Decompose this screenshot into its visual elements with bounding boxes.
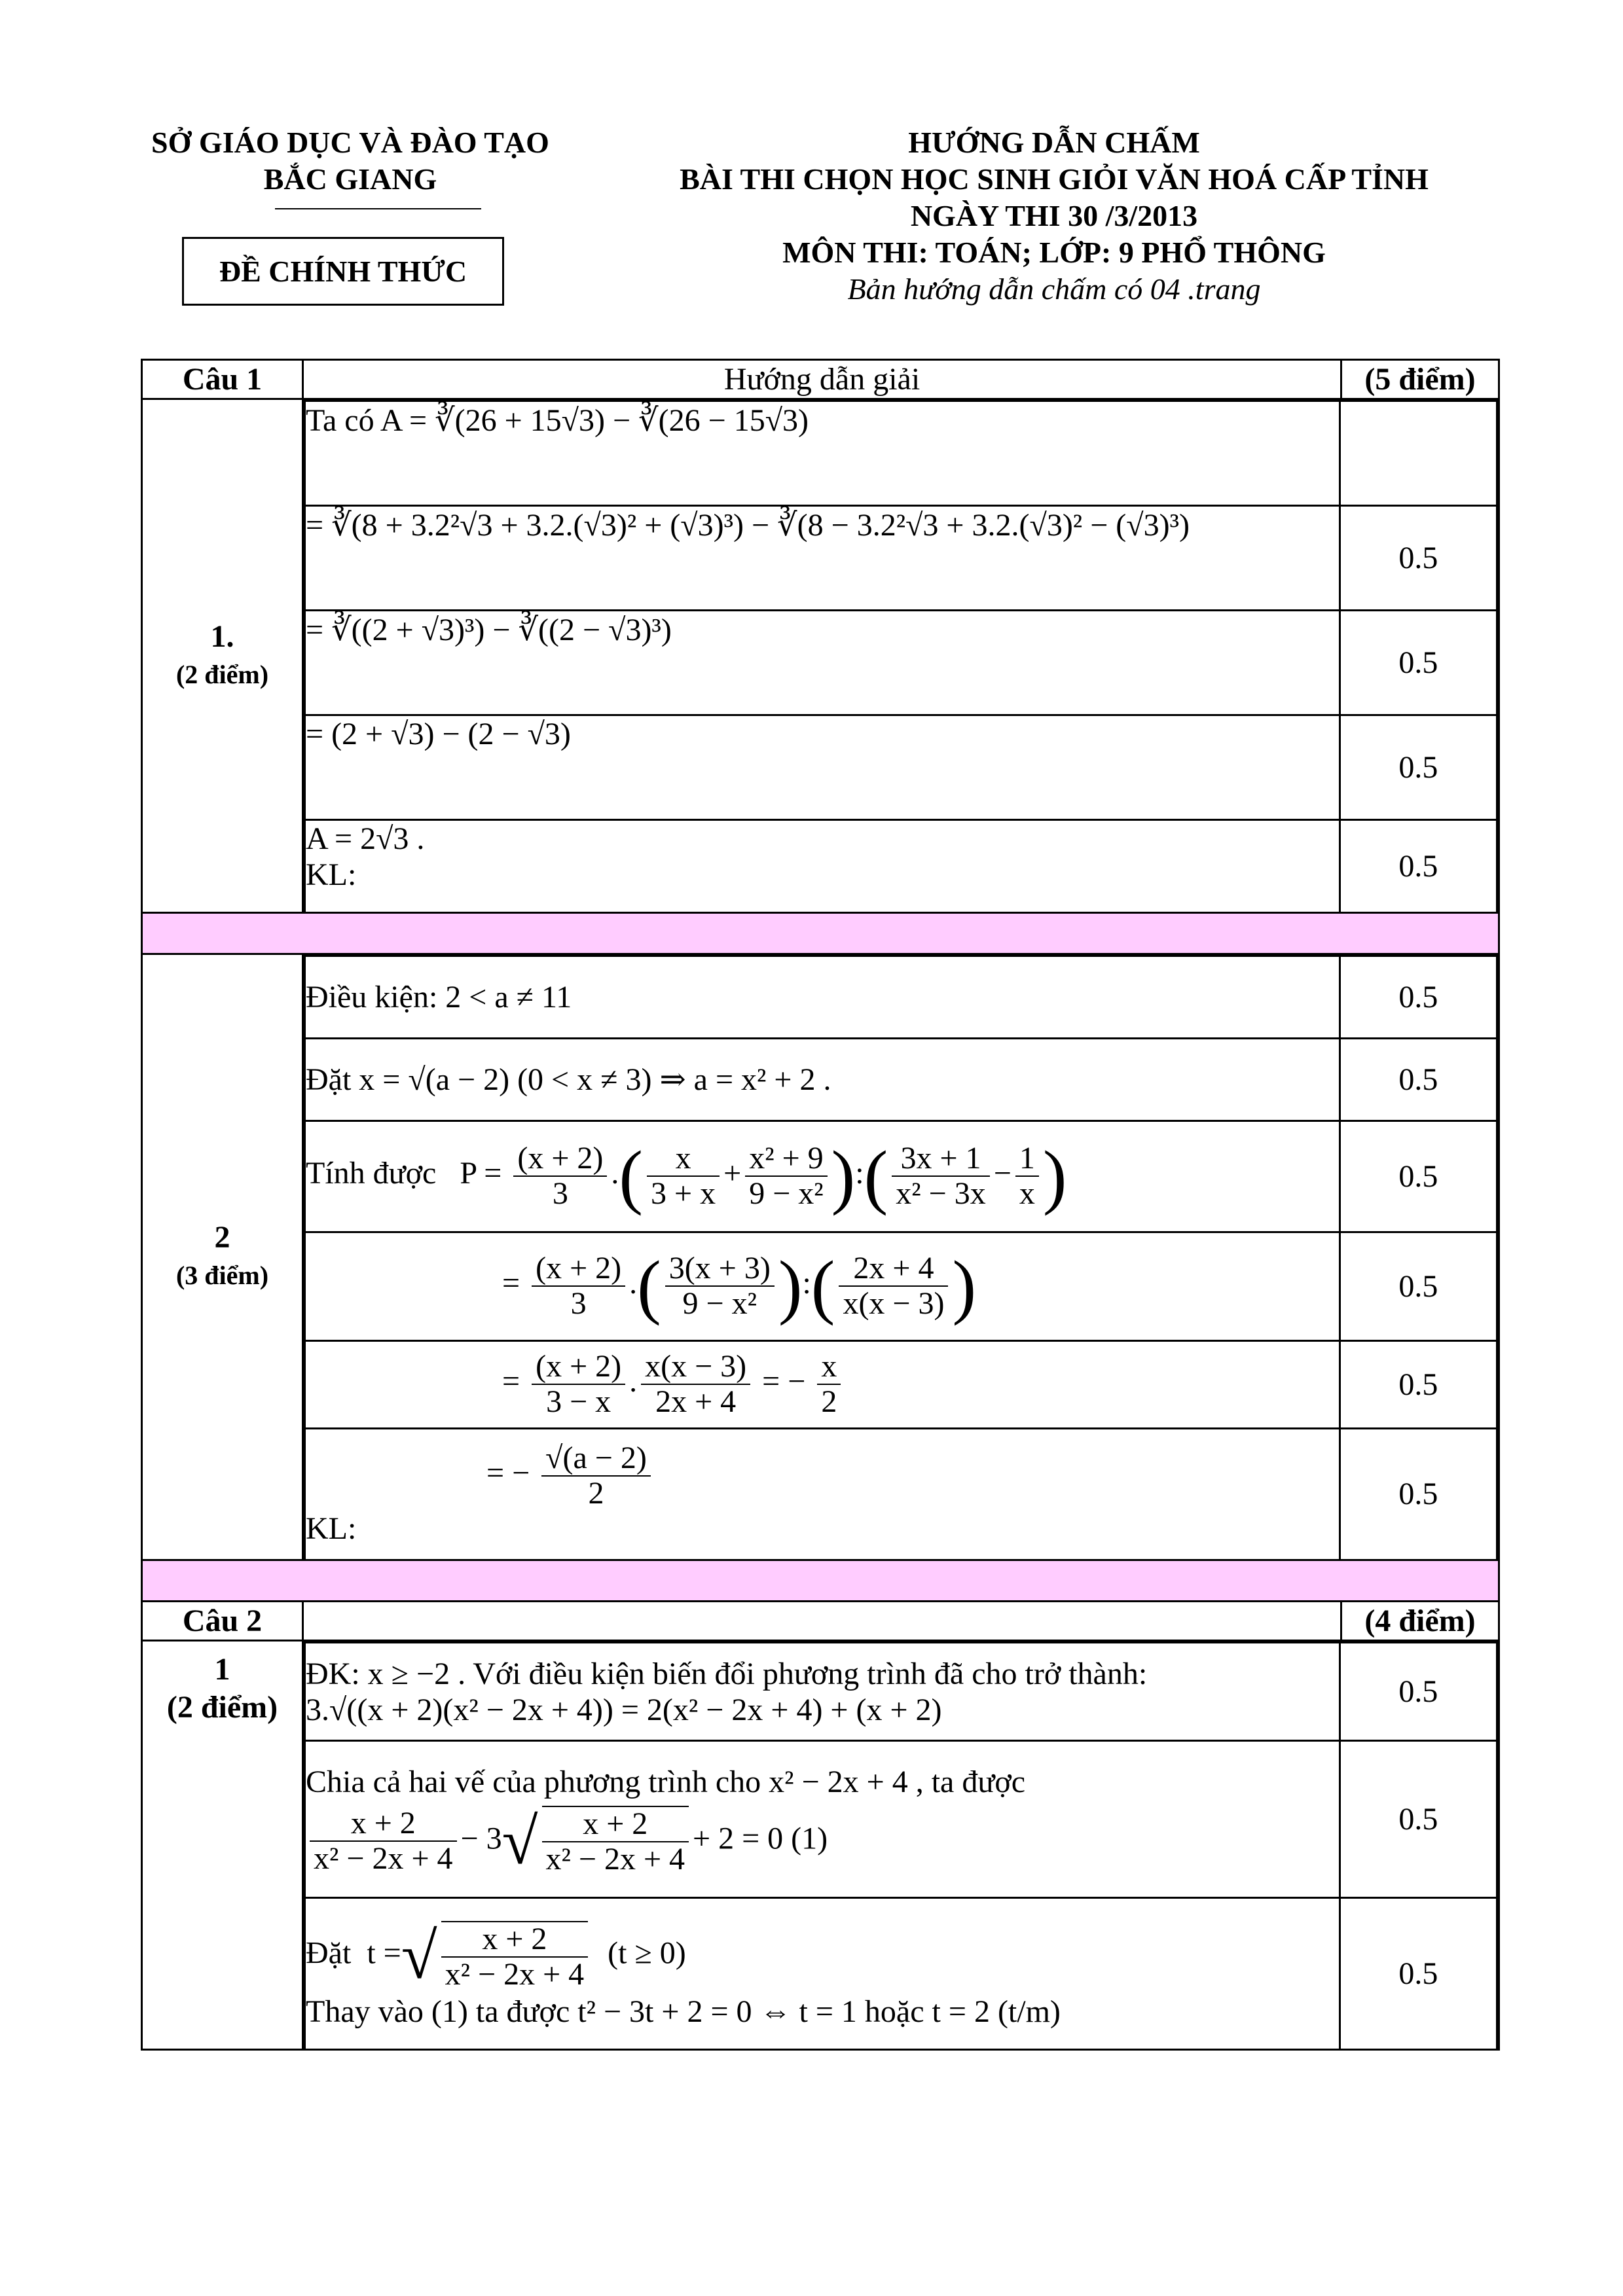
step-score: 0.5 (1340, 1232, 1497, 1340)
step-score: 0.5 (1340, 1898, 1497, 2049)
step-text (305, 1898, 1340, 2049)
part-number: 1. (210, 619, 234, 654)
equation-line: 3.√((x + 2)(x² − 2x + 4)) = 2(x² − 2x + 4) + (x + 2) (306, 1692, 942, 1727)
paren: ( (864, 1136, 888, 1216)
op: : (855, 1156, 864, 1191)
fraction (647, 1141, 720, 1211)
part-points: (2 điểm) (175, 659, 269, 689)
step-row (305, 506, 1497, 611)
step-text: Đặt x = √(a − 2) (0 < x ≠ 3) ⇒ a = x² + 2 . (305, 1038, 1340, 1121)
step-formula (305, 1340, 1340, 1428)
step-text: = ∛(8 + 3.2²√3 + 3.2.(√3)² + (√3)³) − ∛(8 − 3.2²√3 + 3.2.(√3)² − (√3)³) (305, 506, 1340, 611)
substitution-line (306, 1918, 1339, 1994)
fraction (441, 1921, 589, 1992)
conclusion-label: KL: (306, 857, 357, 892)
separator-row (142, 912, 1499, 954)
step-score: 0.5 (1340, 1121, 1497, 1232)
paren: ( (619, 1136, 644, 1216)
step-score: 0.5 (1340, 1741, 1497, 1898)
result-line: A = 2√3 . (306, 821, 425, 856)
fraction (532, 1251, 625, 1321)
numerator: 3(x + 3) (665, 1251, 775, 1287)
part-points: (2 điểm) (166, 1690, 278, 1725)
points-header: (5 điểm) (1341, 360, 1499, 399)
step-score: 0.5 (1340, 820, 1497, 912)
op: : (802, 1266, 811, 1301)
denominator: 9 − x² (682, 1286, 757, 1321)
paren: ) (1042, 1136, 1067, 1216)
step-formula (305, 1428, 1340, 1559)
step-score: 0.5 (1340, 611, 1497, 715)
denominator: 3 − x (546, 1384, 611, 1419)
step-score (1340, 401, 1497, 506)
step-text (305, 1741, 1340, 1898)
q2-part1-label (142, 1641, 303, 2050)
denominator: 2x + 4 (655, 1384, 737, 1419)
op: − 3 (460, 1821, 502, 1856)
numerator: 2x + 4 (839, 1251, 948, 1287)
eq-sign: = − (486, 1456, 530, 1491)
radical: √ (401, 1920, 437, 1993)
op: . (629, 1266, 638, 1301)
equation-1 (306, 1804, 1339, 1879)
paren: ) (831, 1136, 856, 1216)
step-score: 0.5 (1340, 1038, 1497, 1121)
points-header: (4 điểm) (1341, 1602, 1499, 1641)
step-row (305, 715, 1497, 820)
step-row (305, 1232, 1497, 1340)
fraction (532, 1350, 625, 1419)
step-row (305, 1428, 1497, 1559)
paren: ( (637, 1246, 661, 1326)
q1-part1-row (142, 399, 1499, 913)
fraction (542, 1806, 689, 1876)
denominator: x(x − 3) (843, 1286, 945, 1321)
empty-cell (303, 1602, 1341, 1641)
exam-name: BÀI THI CHỌN HỌC SINH GIỎI VĂN HOÁ CẤP TỈNH (680, 162, 1429, 196)
numerator: 3x + 1 (892, 1141, 989, 1177)
paren: ) (778, 1246, 803, 1326)
conclusion-label: KL: (306, 1511, 357, 1547)
fraction (665, 1251, 775, 1321)
q1-part1-label (142, 399, 303, 913)
step-text: = (2 + √3) − (2 − √3) (305, 715, 1340, 820)
q2-part1-steps (303, 1641, 1499, 2050)
set-label: Đặt (306, 1935, 352, 1971)
denominator: x (1019, 1176, 1035, 1211)
step-row (305, 1643, 1497, 1741)
exam-date: NGÀY THI 30 /3/2013 (910, 199, 1198, 232)
step-formula (305, 1232, 1340, 1340)
numerator: x (817, 1350, 841, 1385)
separator-row (142, 1560, 1499, 1602)
exam-subject: MÔN THI: TOÁN; LỚP: 9 PHỔ THÔNG (782, 236, 1326, 269)
step-row (305, 1340, 1497, 1428)
step-text (305, 1643, 1340, 1741)
op: . (611, 1156, 619, 1191)
numerator: x(x − 3) (641, 1350, 750, 1385)
divide-line: Chia cả hai vế của phương trình cho x² − 2x + 4 , ta được (306, 1764, 1026, 1799)
step-row (305, 401, 1497, 506)
condition: (t ≥ 0) (608, 1935, 686, 1971)
denominator: 2 (588, 1476, 604, 1511)
eq-sign: = (502, 1266, 520, 1301)
solution-header: Hướng dẫn giải (303, 360, 1341, 399)
paren: ( (811, 1246, 835, 1326)
denominator: 3 (570, 1286, 587, 1321)
step-row (305, 956, 1497, 1038)
fraction (1015, 1141, 1039, 1211)
numerator: x² + 9 (745, 1141, 827, 1177)
fraction (310, 1806, 457, 1876)
step-text: Điều kiện: 2 < a ≠ 11 (305, 956, 1340, 1038)
equation-tail: + 2 = 0 (1) (693, 1821, 828, 1856)
question-header: Câu 1 (142, 360, 303, 399)
formula-prefix: Tính được (306, 1156, 437, 1191)
op: + (723, 1156, 742, 1191)
doc-title: HƯỚNG DẪN CHẤM (908, 126, 1200, 159)
q1-part2-steps (303, 954, 1499, 1560)
denominator: 3 + x (651, 1176, 716, 1211)
part-points: (3 điểm) (175, 1261, 269, 1291)
part-number: 1 (214, 1652, 230, 1687)
denominator: x² − 2x + 4 (445, 1956, 585, 1992)
step-row (305, 1121, 1497, 1232)
table-header-row (142, 360, 1499, 399)
condition-line: ĐK: x ≥ −2 . Với điều kiện biến đổi phương trình đã cho trở thành: (306, 1656, 1148, 1691)
eq-sign: = (502, 1364, 520, 1399)
radical: √ (501, 1804, 538, 1878)
numerator: (x + 2) (513, 1141, 607, 1177)
op: − (993, 1156, 1012, 1191)
step-row (305, 820, 1497, 912)
header-underline (275, 208, 481, 209)
header-right (589, 124, 1519, 308)
step-formula-p (305, 1121, 1340, 1232)
eq-sign: P = (460, 1156, 502, 1191)
step-score: 0.5 (1340, 506, 1497, 611)
step-row (305, 1898, 1497, 2049)
fraction (641, 1350, 750, 1419)
op: . (629, 1364, 638, 1399)
page-count-note: Bản hướng dẫn chấm có 04 .trang (847, 272, 1261, 306)
step-score: 0.5 (1340, 956, 1497, 1038)
denominator: x² − 2x + 4 (314, 1841, 453, 1876)
step-text (305, 820, 1340, 912)
fraction (541, 1441, 651, 1511)
numerator: x + 2 (310, 1806, 457, 1842)
q1-part2-row (142, 954, 1499, 1560)
denominator: 2 (821, 1384, 837, 1419)
q2-header-row (142, 1602, 1499, 1641)
province-name: BẮC GIANG (263, 162, 437, 196)
denominator: 9 − x² (749, 1176, 824, 1211)
q1-part1-steps (303, 399, 1499, 913)
official-stamp: ĐỀ CHÍNH THỨC (182, 237, 504, 306)
numerator: 1 (1015, 1141, 1039, 1177)
paren: ) (952, 1246, 977, 1326)
numerator: x + 2 (441, 1922, 589, 1958)
denominator: 3 (552, 1176, 568, 1211)
numerator: (x + 2) (532, 1251, 625, 1287)
step-score: 0.5 (1340, 1428, 1497, 1559)
numerator: x (647, 1141, 720, 1177)
numerator: (x + 2) (532, 1350, 625, 1385)
eq-sign: t = (367, 1935, 401, 1971)
step-row (305, 1038, 1497, 1121)
numerator: √(a − 2) (541, 1441, 651, 1477)
solution-line: Thay vào (1) ta được t² − 3t + 2 = 0 ⇔ t = 1 hoặc t = 2 (t/m) (306, 1994, 1061, 2030)
step-score: 0.5 (1340, 1340, 1497, 1428)
q2-part1-row (142, 1641, 1499, 2050)
numerator: x + 2 (542, 1807, 689, 1842)
step-text: = ∛((2 + √3)³) − ∛((2 − √3)³) (305, 611, 1340, 715)
header-left (128, 124, 573, 198)
step-row (305, 1741, 1497, 1898)
eq-sign: = − (762, 1364, 806, 1399)
fraction (817, 1350, 841, 1419)
fraction (892, 1141, 989, 1211)
step-row (305, 611, 1497, 715)
question-header: Câu 2 (142, 1602, 303, 1641)
step-score: 0.5 (1340, 715, 1497, 820)
q1-part2-label (142, 954, 303, 1560)
fraction (745, 1141, 827, 1211)
part-number: 2 (214, 1220, 230, 1255)
fraction (839, 1251, 948, 1321)
step-score: 0.5 (1340, 1643, 1497, 1741)
grading-table (141, 359, 1500, 2051)
department-name: SỞ GIÁO DỤC VÀ ĐÀO TẠO (151, 126, 549, 159)
denominator: x² − 2x + 4 (545, 1842, 685, 1876)
denominator: x² − 3x (896, 1176, 986, 1211)
step-text: Ta có A = ∛(26 + 15√3) − ∛(26 − 15√3) (305, 401, 1340, 506)
fraction (513, 1141, 607, 1211)
